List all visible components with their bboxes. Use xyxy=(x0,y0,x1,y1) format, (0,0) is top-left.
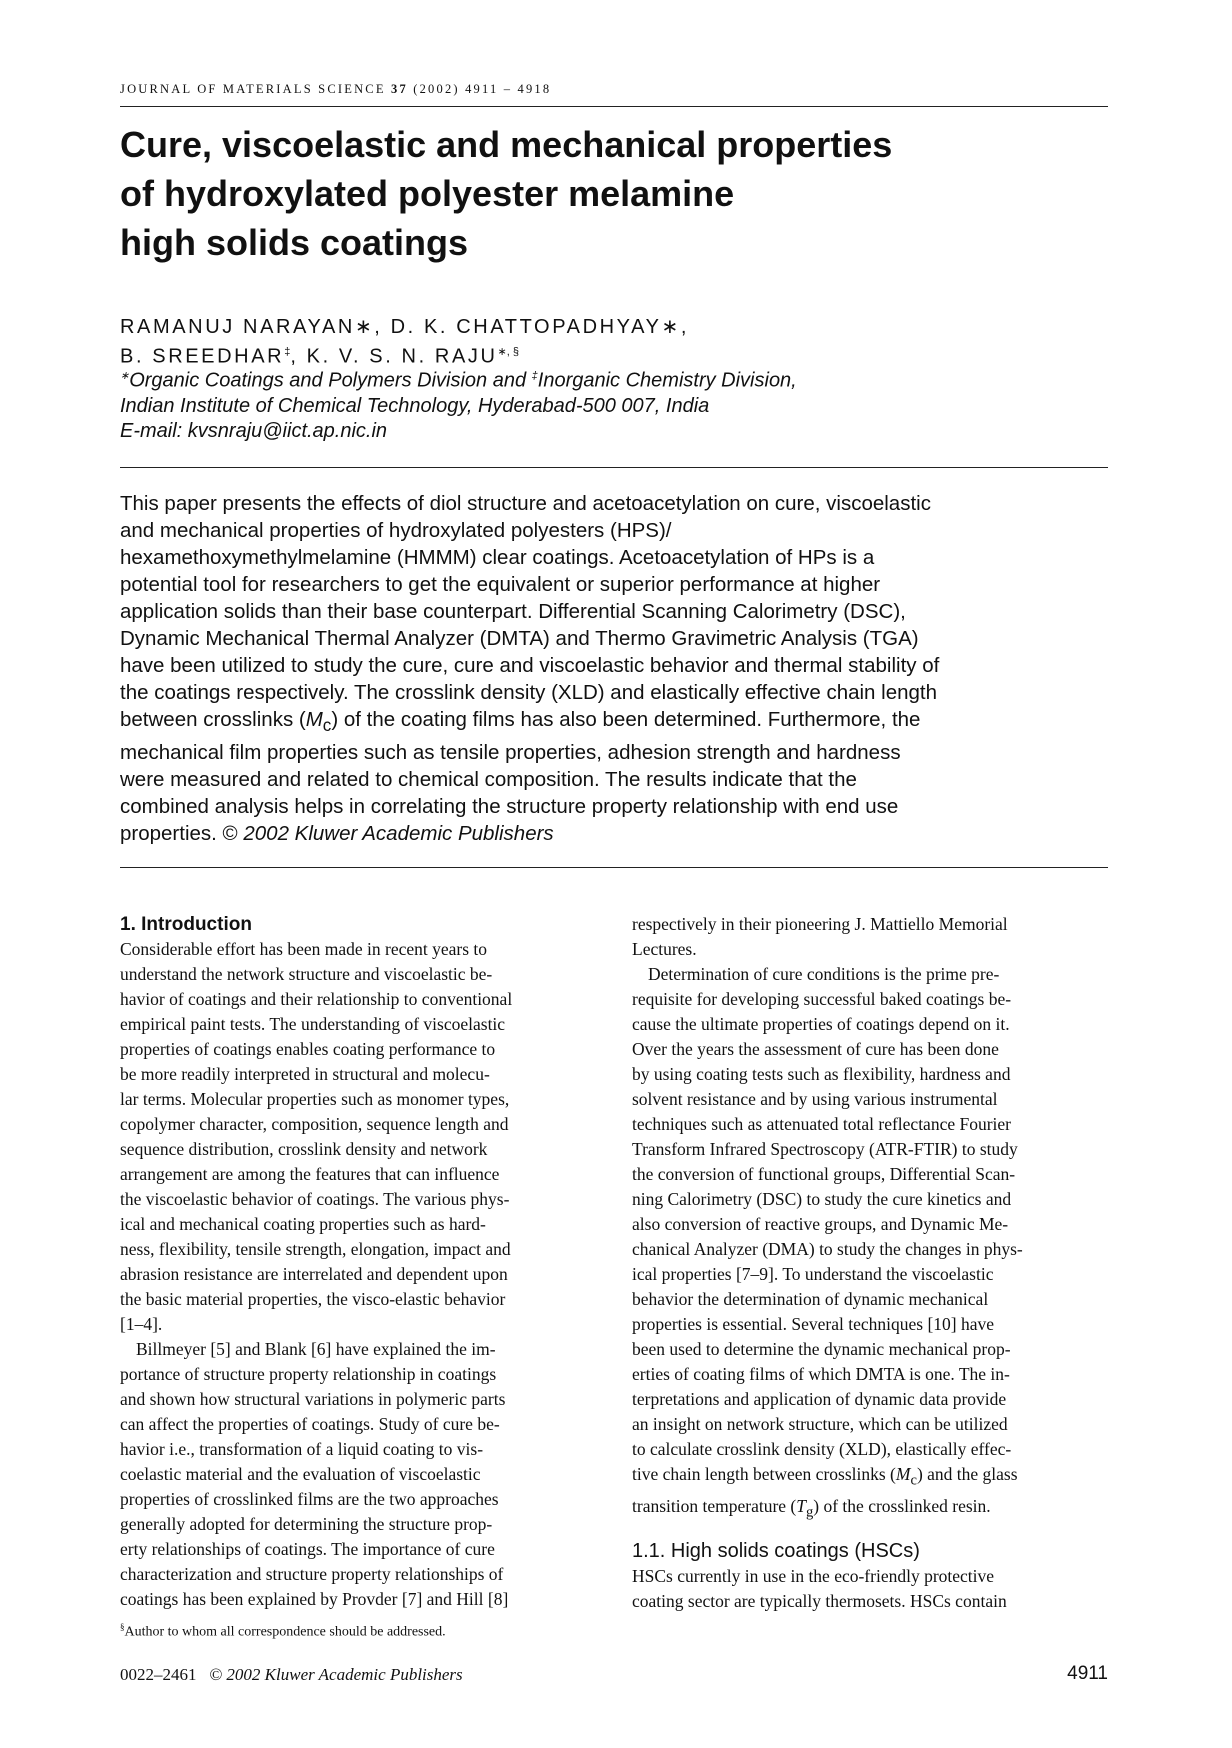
text-fragment: ) and the glass xyxy=(916,1464,1018,1484)
text-line: solvent resistance and by using various instrumental xyxy=(632,1089,998,1109)
page-number: 4911 xyxy=(1067,1663,1108,1684)
text-line: Billmeyer [5] and Blank [6] have explained the im- xyxy=(136,1339,496,1359)
footnote-mark: § xyxy=(120,1622,125,1632)
affiliation-mark: ‡ xyxy=(531,370,538,382)
issn: 0022–2461 xyxy=(120,1665,197,1684)
publisher-credit: 2002 Kluwer Academic Publishers xyxy=(243,822,554,846)
text-line: coelastic material and the evaluation of viscoelastic xyxy=(120,1464,481,1484)
text-line: coatings has been explained by Provder [7] and Hill [8] xyxy=(120,1589,509,1609)
text-line: ical and mechanical coating properties such as hard- xyxy=(120,1214,486,1234)
text-line: ness, flexibility, tensile strength, elongation, impact and xyxy=(120,1239,511,1259)
affiliations xyxy=(120,364,797,444)
abstract-bottom-rule xyxy=(120,867,1108,868)
text-fragment: transition temperature ( xyxy=(632,1495,797,1516)
title-line: high solids coatings xyxy=(120,222,469,263)
affiliation-line xyxy=(120,364,797,394)
text-line: lar terms. Molecular properties such as monomer types, xyxy=(120,1089,510,1109)
left-column xyxy=(120,912,591,1612)
text-line: coating sector are typically thermosets. HSCs contain xyxy=(632,1591,1007,1611)
text-line: [1–4]. xyxy=(120,1314,163,1334)
text-line: havior of coatings and their relationship to conventional xyxy=(120,989,513,1009)
footnote xyxy=(120,1622,446,1641)
title-line: of hydroxylated polyester melamine xyxy=(120,173,735,214)
footer-copyright: © 2002 Kluwer Academic Publishers xyxy=(209,1665,463,1684)
text-line: Transform Infrared Spectroscopy (ATR-FTIR) to study xyxy=(632,1139,1018,1159)
abstract-text: between crosslinks ( xyxy=(120,708,306,731)
text-line: cause the ultimate properties of coatings depend on it. xyxy=(632,1014,1010,1034)
abstract-line: combined analysis helps in correlating the structure property relationship with end use xyxy=(120,795,899,819)
text-line: erty relationships of coatings. The importance of cure xyxy=(120,1539,495,1559)
paragraph xyxy=(632,912,1103,962)
journal-volume: 37 xyxy=(391,82,408,96)
affiliation-mark: ∗ xyxy=(120,370,130,382)
text-line: properties of coatings enables coating performance to xyxy=(120,1039,496,1059)
text-line: been used to determine the dynamic mechanical prop- xyxy=(632,1339,1011,1359)
subsection-heading-hscs: 1.1. High solids coatings (HSCs) xyxy=(632,1540,920,1562)
footnote-text: Author to whom all correspondence should be addressed. xyxy=(124,1624,446,1640)
symbol-subscript: g xyxy=(805,1504,814,1520)
text-line: can affect the properties of coatings. Study of cure be- xyxy=(120,1414,500,1434)
paragraph xyxy=(632,962,1103,1525)
text-line: understand the network structure and viscoelastic be- xyxy=(120,964,493,984)
text-fragment: ) of the crosslinked resin. xyxy=(813,1495,991,1516)
abstract-line xyxy=(120,820,1110,847)
title-line: Cure, viscoelastic and mechanical properties xyxy=(120,124,893,165)
abstract-line: mechanical film properties such as tensile properties, adhesion strength and hardness xyxy=(120,741,901,765)
text-line: properties is essential. Several techniques [10] have xyxy=(632,1314,995,1334)
text-line: copolymer character, composition, sequence length and xyxy=(120,1114,509,1134)
affiliation-mark: ‡ xyxy=(284,346,291,358)
text-line: the conversion of functional groups, Differential Scan- xyxy=(632,1164,1016,1184)
text-line xyxy=(632,1462,1103,1494)
abstract-line: This paper presents the effects of diol structure and acetoacetylation on cure, viscoelastic xyxy=(120,492,931,515)
abstract-text: ) of the coating films has also been determined. Furthermore, the xyxy=(331,708,921,731)
abstract-top-rule xyxy=(120,467,1108,468)
symbol-subscript: c xyxy=(322,716,332,736)
text-fragment: tive chain length between crosslinks ( xyxy=(632,1464,896,1484)
paragraph xyxy=(632,1564,1103,1614)
text-line: behavior the determination of dynamic mechanical xyxy=(632,1289,989,1309)
text-line: sequence distribution, crosslink density and network xyxy=(120,1139,488,1159)
text-line: erties of coating films of which DMTA is one. The in- xyxy=(632,1364,1010,1384)
author-name: B. SREEDHAR xyxy=(120,345,285,368)
abstract-line: have been utilized to study the cure, cure and viscoelastic behavior and thermal stability of xyxy=(120,654,940,677)
abstract-line: application solids than their base counterpart. Differential Scanning Calorimetry (DSC), xyxy=(120,600,906,623)
text-line: ning Calorimetry (DSC) to study the cure kinetics and xyxy=(632,1189,1012,1209)
journal-year-pages: (2002) 4911 – 4918 xyxy=(413,82,552,96)
text-line: arrangement are among the features that can influence xyxy=(120,1164,500,1184)
affiliation-line: Indian Institute of Chemical Technology, Hyderabad-500 007, India xyxy=(120,394,710,417)
abstract xyxy=(120,490,1110,847)
text-line: the viscoelastic behavior of coatings. The various phys- xyxy=(120,1189,510,1209)
abstract-line: hexamethoxymethylmelamine (HMMM) clear coatings. Acetoacetylation of HPs is a xyxy=(120,546,875,569)
author-list xyxy=(120,315,689,370)
text-line: requisite for developing successful baked coatings be- xyxy=(632,989,1012,1009)
text-line: portance of structure property relationship in coatings xyxy=(120,1364,497,1384)
text-line: and shown how structural variations in polymeric parts xyxy=(120,1389,506,1409)
text-line xyxy=(632,1494,1103,1526)
running-head xyxy=(120,82,1108,97)
text-line: respectively in their pioneering J. Mattiello Memorial xyxy=(632,914,1008,934)
email-line: E-mail: kvsnraju@iict.ap.nic.in xyxy=(120,419,388,442)
author-line: RAMANUJ NARAYAN∗, D. K. CHATTOPADHYAY∗, xyxy=(120,316,690,338)
abstract-line: were measured and related to chemical composition. The results indicate that the xyxy=(120,768,857,792)
text-line: Considerable effort has been made in recent years to xyxy=(120,939,488,959)
paper-title xyxy=(120,120,1080,267)
text-line: terpretations and application of dynamic data provide xyxy=(632,1389,1007,1409)
symbol-subscript: c xyxy=(910,1472,917,1489)
affiliation-text: Organic Coatings and Polymers Division and xyxy=(129,369,532,392)
text-line: characterization and structure property relationships of xyxy=(120,1564,504,1584)
symbol-m: M xyxy=(895,1464,911,1484)
abstract-line: the coatings respectively. The crosslink density (XLD) and elastically effective chain length xyxy=(120,681,937,704)
abstract-text: properties. © xyxy=(120,822,244,846)
text-line: generally adopted for determining the structure prop- xyxy=(120,1514,493,1534)
abstract-line: potential tool for researchers to get the equivalent or superior performance at higher xyxy=(120,573,881,596)
text-line: abrasion resistance are interrelated and dependent upon xyxy=(120,1264,508,1284)
text-line: the basic material properties, the visco-elastic behavior xyxy=(120,1289,506,1309)
text-line: HSCs currently in use in the eco-friendly protective xyxy=(632,1566,995,1586)
text-line: Determination of cure conditions is the prime pre- xyxy=(648,964,1000,984)
text-line: chanical Analyzer (DMA) to study the changes in phys- xyxy=(632,1239,1023,1259)
paragraph xyxy=(120,937,591,1337)
text-line: empirical paint tests. The understanding of viscoelastic xyxy=(120,1014,506,1034)
text-line: ical properties [7–9]. To understand the viscoelastic xyxy=(632,1264,994,1284)
text-line: to calculate crosslink density (XLD), elastically effec- xyxy=(632,1439,1012,1459)
affiliation-text: Inorganic Chemistry Division, xyxy=(537,369,797,392)
text-line: be more readily interpreted in structural and molecu- xyxy=(120,1064,490,1084)
text-line: techniques such as attenuated total reflectance Fourier xyxy=(632,1114,1012,1134)
right-column xyxy=(632,912,1103,1614)
journal-name: JOURNAL OF MATERIALS SCIENCE xyxy=(120,82,386,96)
abstract-line: and mechanical properties of hydroxylated polyesters (HPS)/ xyxy=(120,519,672,542)
author-name: , K. V. S. N. RAJU xyxy=(290,345,498,368)
section-heading-introduction: 1. Introduction xyxy=(120,914,252,935)
abstract-line: Dynamic Mechanical Thermal Analyzer (DMTA) and Thermo Gravimetric Analysis (TGA) xyxy=(120,627,919,650)
text-line: by using coating tests such as flexibility, hardness and xyxy=(632,1064,1011,1084)
affiliation-mark: ∗, § xyxy=(497,346,519,358)
symbol-t: T xyxy=(796,1495,806,1516)
header-rule xyxy=(120,106,1108,107)
text-line: Over the years the assessment of cure has been done xyxy=(632,1039,999,1059)
text-line: Lectures. xyxy=(632,939,697,959)
paragraph xyxy=(120,1337,591,1612)
text-line: also conversion of reactive groups, and Dynamic Me- xyxy=(632,1214,1009,1234)
text-line: an insight on network structure, which can be utilized xyxy=(632,1414,1008,1434)
footer-issn xyxy=(120,1665,463,1685)
symbol-m: M xyxy=(305,708,323,731)
text-line: properties of crosslinked films are the two approaches xyxy=(120,1489,499,1509)
text-line: havior i.e., transformation of a liquid coating to vis- xyxy=(120,1439,484,1459)
abstract-line xyxy=(120,706,1110,739)
